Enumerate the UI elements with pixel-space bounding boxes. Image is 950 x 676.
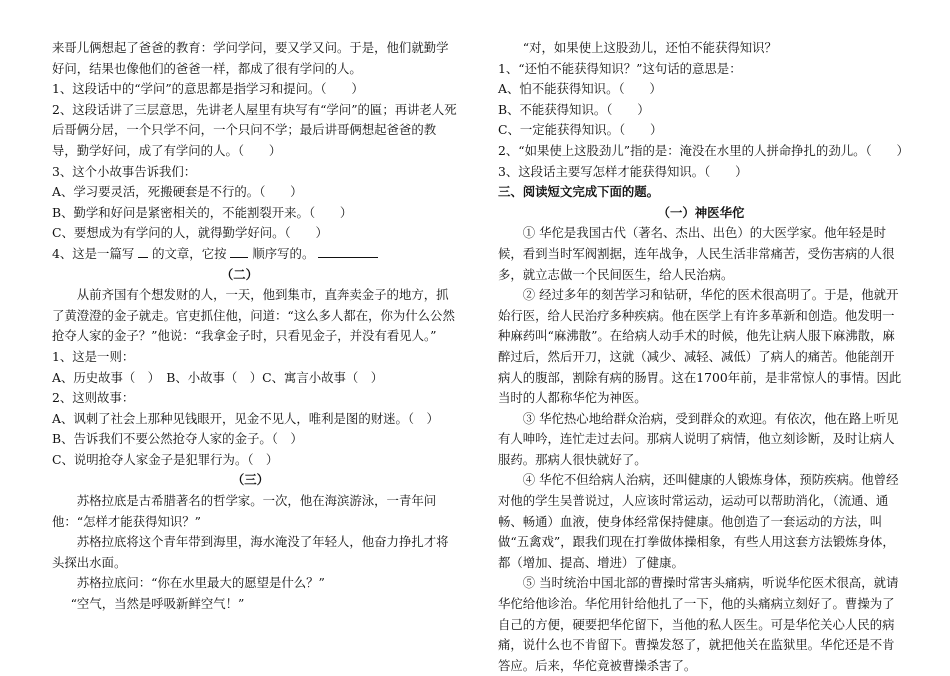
- question-1-1: 1、这段话中的“学问”的意思都是指学习和提问。（ ）: [52, 81, 364, 97]
- question-1-2: 2、这段话讲了三层意思，先讲老人屋里有块写有“学问”的匾；再讲老人死后哥俩分居，一个只学不问，一个只问不学；最后讲哥俩想起爸爸的教导，勤学好问，成了有学问的人。（ ）: [52, 101, 457, 158]
- question-2-2: 2、这则故事：: [52, 390, 135, 406]
- article-para-1: ① 华佗是我国古代（著名、杰出、出色）的大医学家。他年轻是时候，看到当时军阀割据，连年战争，人民生活非常痛苦，受伤害病的人很多，就立志做一个民间医生，给人民治病。: [498, 225, 895, 282]
- heading-part-3: （三）: [231, 472, 270, 488]
- left-column: [52, 38, 457, 615]
- options-2-2-ab: A、讽刺了社会上那种见钱眼开，见金不见人，唯利是图的财迷。（ ）B、告诉我们不要公然抢夺人家的金子。（ ）: [52, 410, 439, 447]
- article-para-3: ③ 华佗热心地给群众治病，受到群众的欢迎。有依次，他在路上听见有人呻吟，连忙走过去问。那病人说明了病情，他立刻诊断，及时让病人服药。那病人很快就好了。: [498, 410, 899, 467]
- article-title: （一）神医华佗: [657, 204, 745, 220]
- option-3-1-c: C、一定能获得知识。（ ）: [498, 122, 663, 138]
- question-2-1: 1、这是一则：: [52, 348, 135, 364]
- option-1-3-a: A、学习要灵活，死搬硬套是不行的。（ ）: [52, 184, 303, 200]
- article-para-4: ④ 华佗不但给病人治病，还叫健康的人锻炼身体，预防疾病。他曾经对他的学生吴普说过，人应该时常运动，运动可以帮助消化，（流通、通畅、畅通）血液，使身体经常保持健康。他创造了一套运动的方法，叫做“五禽戏”，跟我们现在打拳做体操相象，有些人用这套方法锻炼身体，都（增加、提高、增进）了健康。: [498, 472, 899, 570]
- answer-blank-2[interactable]: [230, 245, 248, 258]
- q4-part-a: 4、这是一篇写: [52, 245, 135, 261]
- heading-part-2: （二）: [220, 266, 259, 282]
- question-3-2: 2、“如果使上这股劲儿”指的是：淹没在水里的人拼命挣扎的劲儿。（ ）: [498, 142, 909, 158]
- question-1-4: [52, 244, 457, 265]
- passage-3-p2: 苏格拉底将这个青年带到海里，海水淹没了年轻人，他奋力挣扎才将头探出水面。: [52, 534, 449, 570]
- answer-blank-3[interactable]: [318, 245, 378, 258]
- passage-3-p3: 苏格拉底问：“你在水里最大的愿望是什么？”: [76, 575, 325, 591]
- passage-2: 从前齐国有个想发财的人，一天，他到集市，直奔卖金子的地方，抓了黄澄澄的金子就走。官吏抓住他，问道：“这么多人都在，你为什么公然抢夺人家的金子？”他说：“我拿金子时，只看见金子，并没有看见人。”: [52, 287, 455, 344]
- question-3-1: 1、“还怕不能获得知识？”这句话的意思是：: [498, 60, 742, 76]
- option-2-2-c: C、说明抢夺人家金子是犯罪行为。（ ）: [52, 451, 279, 467]
- option-1-3-b: B、勤学和好问是紧密相关的，不能割裂开来。（ ）: [52, 204, 353, 220]
- question-1-3: 3、这个小故事告诉我们：: [52, 163, 197, 179]
- q4-part-c: 顺序写的。: [252, 245, 315, 261]
- q4-part-b: 的文章，它按: [152, 245, 227, 261]
- article-para-2: ② 经过多年的刻苦学习和钻研，华佗的医术很高明了。于是，他就开始行医，给人民治疗多种疾病。他在医学上有许多革新和创造。他发明一种麻药叫“麻沸散”。在给病人动手术的时候，他先让病人服下麻沸散，麻醉过后，然后开刀，这就（减少、减轻、减低）了病人的痛苦。他能剖开病人的腹部，割除有病的肠胃。这在1700年前，是非常惊人的事情。因此当时的人都称华佗为神医。: [498, 287, 902, 406]
- section-3-heading: 三、阅读短文完成下面的题。: [498, 184, 660, 200]
- passage-1-ending: 来哥儿俩想起了爸爸的教育：学问学问，要又学又问。于是，他们就勤学好问，结果也像他们的爸爸一样，都成了很有学问的人。: [52, 40, 449, 76]
- options-2-1: A、历史故事（ ） B、小故事（ ）C、寓言小故事（ ）: [52, 369, 384, 385]
- question-3-3: 3、这段话主要写怎样才能获得知识。（ ）: [498, 163, 748, 179]
- option-1-3-c: C、要想成为有学问的人，就得勤学好问。（ ）: [52, 225, 328, 241]
- option-3-1-b: B、不能获得知识。（ ）: [498, 101, 650, 117]
- article-para-5: ⑤ 当时统治中国北部的曹操时常害头痛病，听说华佗医术很高，就请华佗给他诊治。华佗用针给他扎了一下，他的头痛病立刻好了。曹操为了自己的方便，硬要把华佗留下，当他的私人医生。可是华佗关心人民的病痛，说什么也不肯留下。曹操发怒了，就把他关在监狱里。华佗还是不肯答应。后来，华佗竟被曹操杀害了。: [498, 575, 899, 673]
- option-3-1-a: A、怕不能获得知识。（ ）: [498, 81, 662, 97]
- passage-3-p5: “对，如果使上这股劲儿，还怕不能获得知识？: [522, 40, 777, 55]
- passage-3-p4: “空气，当然是呼吸新鲜空气！”: [70, 596, 245, 612]
- answer-blank-1[interactable]: [138, 245, 148, 258]
- passage-3-p1: 苏格拉底是古希腊著名的哲学家。一次，他在海滨游泳，一青年问他：“怎样才能获得知识？”: [52, 493, 437, 529]
- right-column: [498, 38, 909, 676]
